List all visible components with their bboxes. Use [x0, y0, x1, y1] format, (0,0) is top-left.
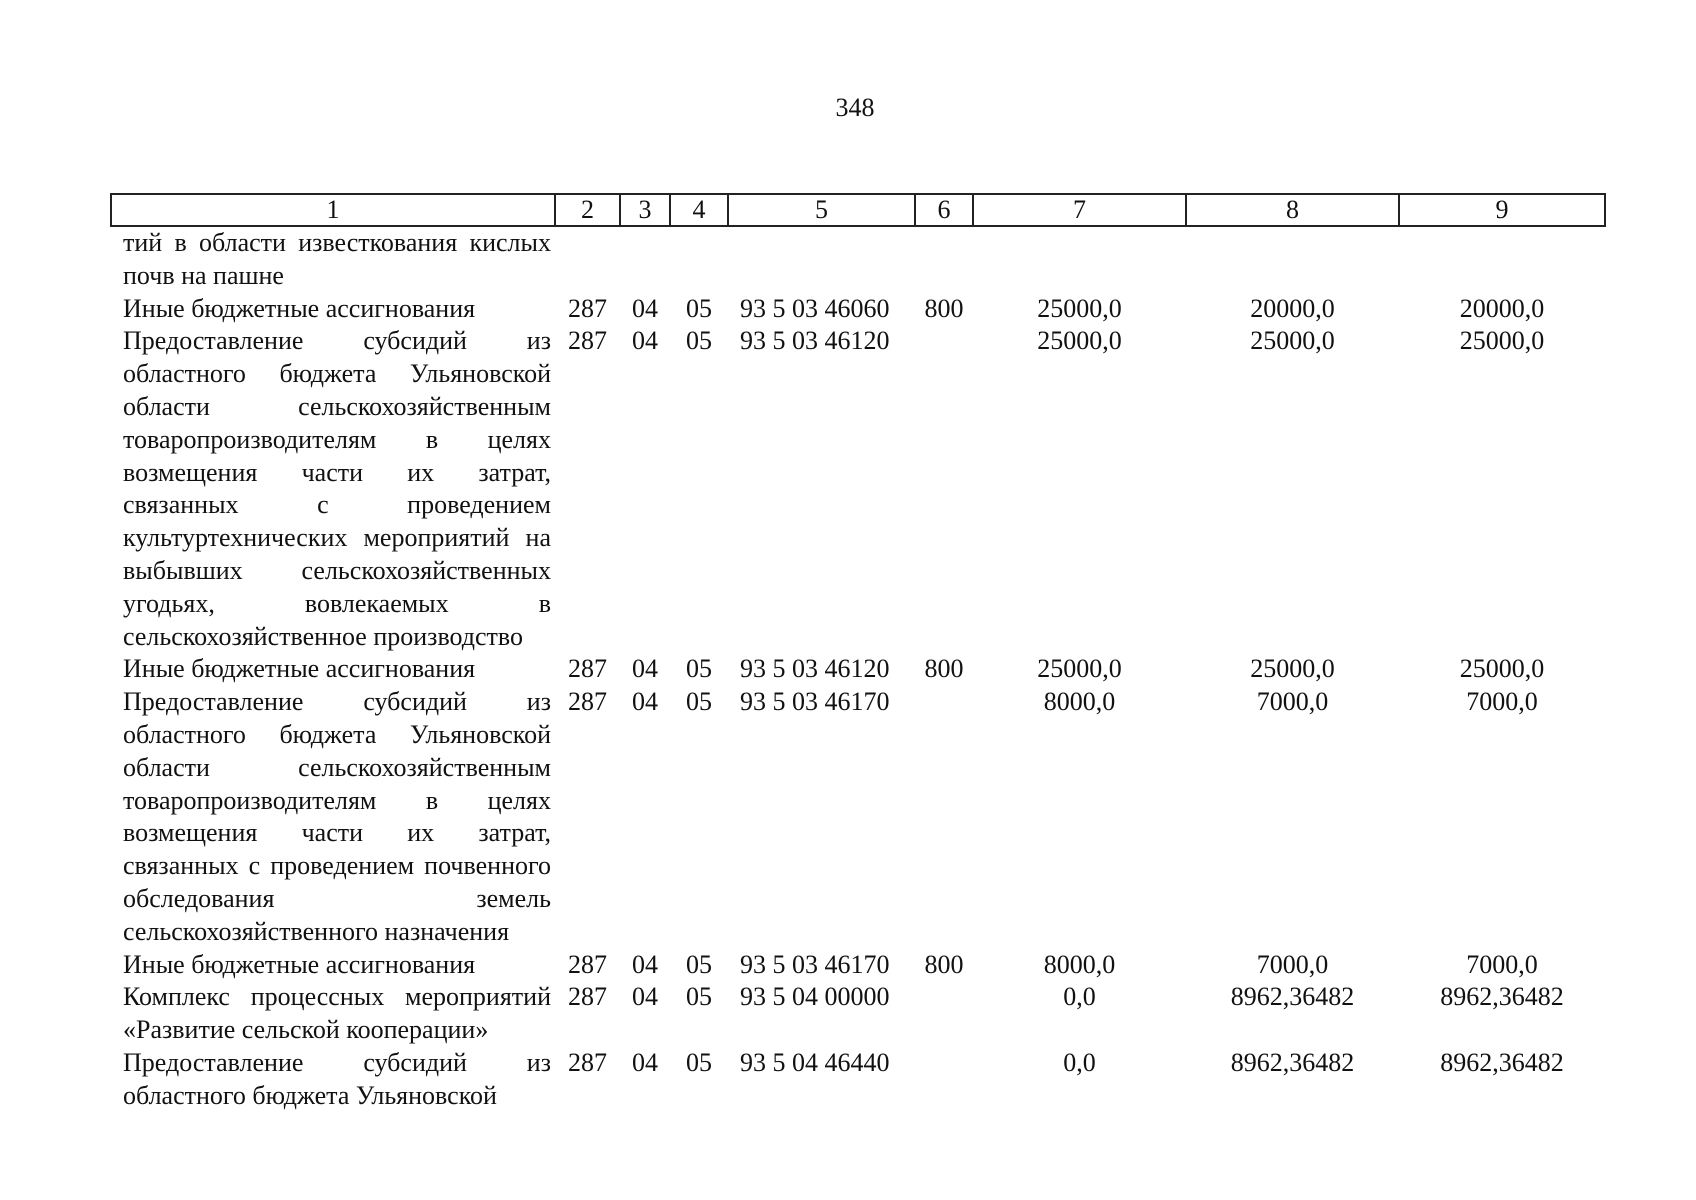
row-name: Предоставление субсидий из областного бюджета Ульяновской области сельскохозяйственным товаропроизводителям в целях возмещения части их затрат, связанных с проведением почвенного обследования земель сельскохозяйственного назначения: [123, 687, 551, 946]
cell-c7: 8000,0: [1043, 949, 1116, 979]
cell-c6: 800: [924, 949, 964, 979]
table-row: [111, 981, 1605, 1047]
column-header: 2: [555, 194, 620, 226]
cell-c3: 04: [632, 293, 658, 323]
cell-c5: 93 5 04 00000: [740, 982, 890, 1012]
cell-c7: [973, 226, 1186, 293]
row-name: Иные бюджетные ассигнования: [123, 949, 476, 979]
column-header: 1: [111, 194, 555, 226]
cell-c7: 0,0: [1063, 982, 1096, 1012]
cell-c4: 05: [686, 293, 712, 323]
cell-c8: 7000,0: [1256, 949, 1329, 979]
cell-c3: [620, 226, 670, 293]
cell-c6: [915, 226, 973, 293]
cell-c9: 7000,0: [1466, 687, 1538, 717]
row-name: Комплекс процессных мероприятий «Развитие сельской кооперации»: [123, 982, 551, 1045]
cell-c8: 8962,36482: [1230, 1047, 1355, 1077]
cell-c5: 93 5 03 46120: [740, 326, 890, 356]
cell-c2: 287: [568, 654, 607, 684]
cell-c9: [1399, 226, 1605, 293]
column-header: 4: [670, 194, 728, 226]
cell-c7: 25000,0: [1037, 654, 1122, 684]
cell-c4: 05: [686, 949, 712, 979]
cell-c2: 287: [568, 326, 607, 356]
cell-c5: 93 5 03 46170: [740, 949, 890, 979]
cell-c5: 93 5 03 46060: [740, 293, 890, 323]
cell-c3: 04: [632, 326, 658, 356]
cell-c8: 8962,36482: [1230, 982, 1355, 1012]
cell-c2: 287: [568, 1047, 607, 1077]
table-row: [111, 949, 1605, 982]
cell-c5: 93 5 03 46170: [740, 687, 890, 717]
table-row: [111, 293, 1605, 326]
cell-c8: 25000,0: [1250, 654, 1335, 684]
table-row: [111, 325, 1605, 653]
cell-c4: 05: [686, 326, 712, 356]
cell-c9: 7000,0: [1466, 949, 1538, 979]
cell-c7: 25000,0: [1037, 326, 1122, 356]
cell-c9: 25000,0: [1459, 326, 1545, 356]
cell-c2: 287: [568, 982, 607, 1012]
column-header: 8: [1186, 194, 1399, 226]
cell-c3: 04: [632, 687, 658, 717]
cell-c6: [915, 1047, 973, 1113]
column-header: 6: [915, 194, 973, 226]
table-row: [111, 226, 1605, 293]
cell-c9: 8962,36482: [1440, 982, 1564, 1012]
row-name: Предоставление субсидий из областного бюджета Ульяновской области сельскохозяйственным товаропроизводителям в целях возмещения части их затрат, связанных с проведением культуртехнических мероприятий на выбывших сельскохозяйственных угодьях, вовлекаемых в сельскохозяйственное производство: [123, 326, 551, 651]
cell-c9: 8962,36482: [1440, 1047, 1564, 1077]
cell-c5: 93 5 03 46120: [740, 654, 890, 684]
cell-c4: 05: [686, 1047, 712, 1077]
cell-c2: 287: [568, 293, 607, 323]
cell-c7: 0,0: [1063, 1047, 1096, 1077]
cell-c2: 287: [568, 687, 607, 717]
cell-c5: 93 5 04 46440: [740, 1047, 890, 1077]
cell-c8: 25000,0: [1250, 326, 1335, 356]
row-name: Иные бюджетные ассигнования: [123, 293, 476, 323]
column-header: 5: [728, 194, 915, 226]
cell-c6: [915, 981, 973, 1047]
column-header: 7: [973, 194, 1186, 226]
cell-c3: 04: [632, 1047, 658, 1077]
cell-c4: 05: [686, 654, 712, 684]
cell-c9: 25000,0: [1459, 654, 1545, 684]
cell-c2: [555, 226, 620, 293]
cell-c6: [915, 325, 973, 653]
cell-c3: 04: [632, 949, 658, 979]
cell-c2: 287: [568, 949, 607, 979]
cell-c8: [1186, 226, 1399, 293]
cell-c6: 800: [924, 654, 964, 684]
table-row: [111, 653, 1605, 686]
cell-c8: 20000,0: [1250, 293, 1335, 323]
row-name: Иные бюджетные ассигнования: [123, 654, 476, 684]
row-name: тий в области известкования кислых почв на пашне: [123, 228, 551, 290]
cell-c3: 04: [632, 982, 658, 1012]
row-name: Предоставление субсидий из областного бюджета Ульяновской: [123, 1047, 551, 1110]
table-row: [111, 1047, 1605, 1113]
table-row: [111, 686, 1605, 948]
page-number: 348: [835, 93, 875, 122]
cell-c3: 04: [632, 654, 658, 684]
cell-c7: 25000,0: [1037, 293, 1122, 323]
column-header: 9: [1399, 194, 1605, 226]
budget-table: [110, 193, 1606, 1113]
cell-c4: 05: [686, 687, 712, 717]
cell-c5: [728, 226, 915, 293]
cell-c4: [670, 226, 728, 293]
header-row: [111, 194, 1605, 226]
cell-c6: 800: [924, 293, 964, 323]
cell-c6: [915, 686, 973, 948]
cell-c9: 20000,0: [1459, 293, 1545, 323]
cell-c8: 7000,0: [1256, 687, 1329, 717]
column-header: 3: [620, 194, 670, 226]
cell-c7: 8000,0: [1043, 687, 1116, 717]
cell-c4: 05: [686, 982, 712, 1012]
